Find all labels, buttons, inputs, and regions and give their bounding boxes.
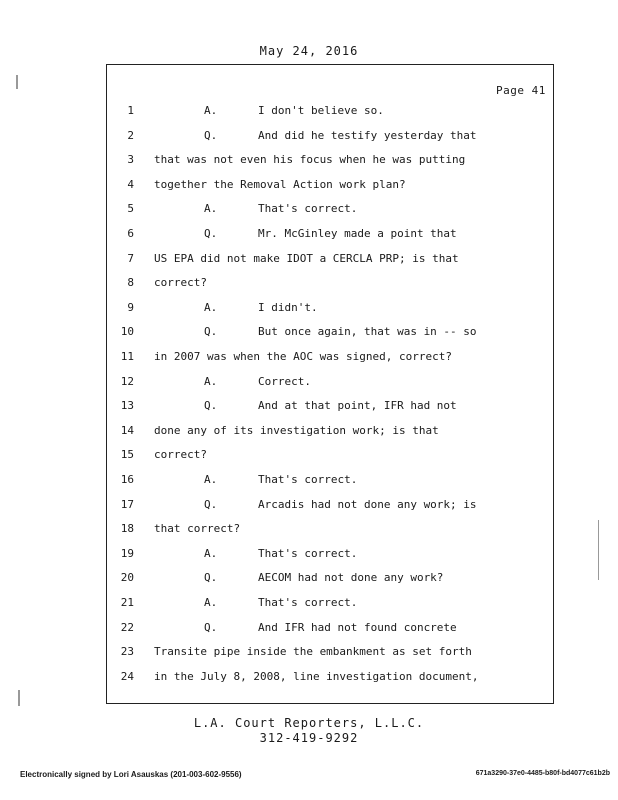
transcript-line xyxy=(0,202,618,222)
speaker-label: Q. xyxy=(204,399,218,413)
line-number: 21 xyxy=(120,596,134,609)
transcript-line xyxy=(0,522,618,542)
line-text: US EPA did not make IDOT a CERCLA PRP; is that xyxy=(154,251,459,265)
speaker-label: A. xyxy=(204,546,218,560)
line-text: That's correct. xyxy=(258,202,358,216)
document-id: 671a3290-37e0-4485-b80f-bd4077c61b2b xyxy=(475,770,610,777)
line-text: Arcadis had not done any work; is xyxy=(258,497,477,511)
line-text: Mr. McGinley made a point that xyxy=(258,227,457,240)
line-number: 5 xyxy=(127,202,134,216)
line-text: That's correct. xyxy=(258,473,358,486)
line-number: 7 xyxy=(127,251,134,265)
line-number: 23 xyxy=(120,645,134,659)
speaker-label: Q. xyxy=(204,620,218,634)
line-number: 15 xyxy=(120,448,134,462)
line-text: together the Removal Action work plan? xyxy=(154,177,406,191)
transcript-line xyxy=(0,301,618,321)
transcript-line xyxy=(0,645,618,665)
line-text: But once again, that was in -- so xyxy=(258,325,477,339)
transcript-line xyxy=(0,153,618,173)
speaker-label: A. xyxy=(204,596,218,609)
scan-artifact xyxy=(16,75,18,89)
line-text: that correct? xyxy=(154,522,241,536)
transcript-line xyxy=(0,104,618,124)
speaker-label: Q. xyxy=(204,571,218,585)
speaker-label: A. xyxy=(204,473,218,486)
court-reporter-phone: 312-419-9292 xyxy=(259,731,359,745)
line-text: correct? xyxy=(154,276,207,290)
transcript-line xyxy=(0,547,618,567)
speaker-label: A. xyxy=(204,202,218,216)
scan-artifact xyxy=(18,690,20,706)
line-number: 1 xyxy=(127,104,134,117)
line-number: 12 xyxy=(120,374,134,388)
transcript-line xyxy=(0,596,618,616)
court-reporter-name: L.A. Court Reporters, L.L.C. xyxy=(193,716,425,730)
transcript-line xyxy=(0,448,618,468)
page-number: Page 41 xyxy=(496,84,546,97)
line-text: in 2007 was when the AOC was signed, correct? xyxy=(154,350,453,363)
transcript-line xyxy=(0,276,618,296)
line-number: 10 xyxy=(120,325,134,339)
speaker-label: A. xyxy=(204,300,218,314)
line-text: And at that point, IFR had not xyxy=(258,399,457,413)
line-text: And IFR had not found concrete xyxy=(258,620,457,634)
line-text: in the July 8, 2008, line investigation document, xyxy=(154,669,479,683)
line-text: Correct. xyxy=(258,374,311,388)
speaker-label: A. xyxy=(204,104,218,117)
transcript-line xyxy=(0,178,618,198)
transcript-line xyxy=(0,252,618,272)
scan-artifact xyxy=(598,520,599,580)
transcript-line xyxy=(0,621,618,641)
transcript-line xyxy=(0,129,618,149)
line-number: 6 xyxy=(127,227,134,240)
line-text: AECOM had not done any work? xyxy=(258,571,444,585)
line-number: 16 xyxy=(120,473,134,486)
transcript-line xyxy=(0,350,618,370)
transcript-line xyxy=(0,227,618,247)
line-number: 18 xyxy=(120,522,134,536)
electronic-signature-text: Electronically signed by Lori Asauskas (201-003-602-9556) xyxy=(20,770,242,779)
line-number: 20 xyxy=(120,571,134,585)
transcript-line xyxy=(0,399,618,419)
transcript-line xyxy=(0,571,618,591)
line-text: correct? xyxy=(154,448,207,462)
line-number: 11 xyxy=(120,350,134,363)
line-text: I don't believe so. xyxy=(258,104,384,117)
line-text: that was not even his focus when he was putting xyxy=(154,153,466,167)
line-number: 17 xyxy=(120,497,134,511)
line-text: I didn't. xyxy=(258,300,318,314)
line-text: done any of its investigation work; is that xyxy=(154,423,439,437)
line-number: 24 xyxy=(120,669,134,683)
transcript-line xyxy=(0,375,618,395)
line-number: 8 xyxy=(127,276,134,290)
speaker-label: A. xyxy=(204,374,218,388)
speaker-label: Q. xyxy=(204,227,218,240)
speaker-label: Q. xyxy=(204,497,218,511)
line-number: 9 xyxy=(127,300,134,314)
transcript-date: May 24, 2016 xyxy=(259,44,359,58)
line-text: And did he testify yesterday that xyxy=(258,128,477,142)
line-number: 3 xyxy=(127,153,134,167)
line-number: 2 xyxy=(127,128,134,142)
transcript-line xyxy=(0,498,618,518)
line-text: That's correct. xyxy=(258,546,358,560)
transcript-line xyxy=(0,670,618,690)
line-number: 19 xyxy=(120,546,134,560)
line-number: 14 xyxy=(120,423,134,437)
line-number: 4 xyxy=(127,177,134,191)
line-number: 22 xyxy=(120,620,134,634)
speaker-label: Q. xyxy=(204,128,218,142)
line-text: That's correct. xyxy=(258,596,358,609)
transcript-line xyxy=(0,325,618,345)
line-text: Transite pipe inside the embankment as set forth xyxy=(154,645,472,659)
speaker-label: Q. xyxy=(204,325,218,339)
transcript-line xyxy=(0,424,618,444)
transcript-line xyxy=(0,473,618,493)
line-number: 13 xyxy=(120,399,134,413)
